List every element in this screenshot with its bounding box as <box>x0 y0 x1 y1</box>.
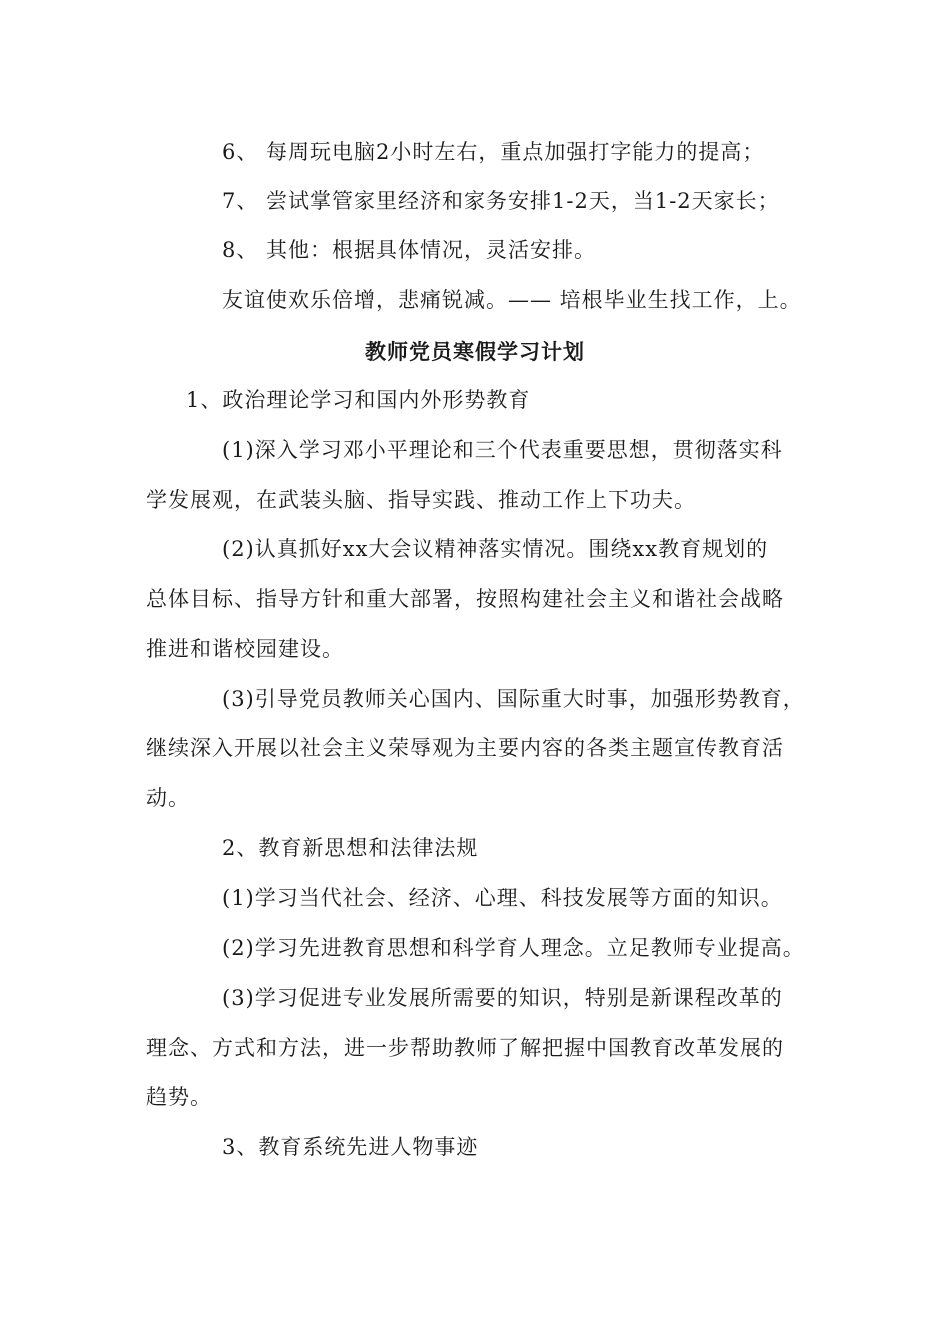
document-title: 教师党员寒假学习计划 <box>365 339 585 364</box>
section-1-item-2-line-2: 总体目标、指导方针和重大部署，按照构建社会主义和谐社会战略 <box>146 587 784 611</box>
section-1-item-1-line-2: 学发展观，在武装头脑、指导实践、推动工作上下功夫。 <box>146 488 696 512</box>
quote-line: 友谊使欢乐倍增，悲痛锐减。—— 培根毕业生找工作，上。 <box>222 288 802 312</box>
section-2-item-3-line-2: 理念、方式和方法，进一步帮助教师了解把握中国教育改革发展的 <box>146 1036 784 1060</box>
section-1-item-2-line-1: (2)认真抓好xx大会议精神落实情况。围绕xx教育规划的 <box>222 537 769 561</box>
section-1-item-3-line-1: (3)引导党员教师关心国内、国际重大时事，加强形势教育， <box>222 687 805 711</box>
section-1-item-1-line-1: (1)深入学习邓小平理论和三个代表重要思想，贯彻落实科 <box>222 438 783 462</box>
section-1-item-3-line-2: 继续深入开展以社会主义荣辱观为主要内容的各类主题宣传教育活 <box>146 736 784 760</box>
section-1-item-3-line-3: 动。 <box>146 786 190 810</box>
list-item-6: 6、 每周玩电脑2小时左右，重点加强打字能力的提高； <box>222 140 765 164</box>
section-2-item-3-line-1: (3)学习促进专业发展所需要的知识，特别是新课程改革的 <box>222 986 783 1010</box>
list-item-8: 8、 其他：根据具体情况，灵活安排。 <box>222 238 597 262</box>
section-2-item-1: (1)学习当代社会、经济、心理、科技发展等方面的知识。 <box>222 886 783 910</box>
section-1-heading: 1、政治理论学习和国内外形势教育 <box>186 388 531 412</box>
section-1-item-2-line-3: 推进和谐校园建设。 <box>146 637 344 661</box>
section-2-item-2: (2)学习先进教育思想和科学育人理念。立足教师专业提高。 <box>222 936 805 960</box>
section-2-item-3-line-3: 趋势。 <box>146 1085 212 1109</box>
list-item-7: 7、 尝试掌管家里经济和家务安排1-2天，当1-2天家长； <box>222 189 780 213</box>
section-3-heading: 3、教育系统先进人物事迹 <box>222 1135 479 1159</box>
section-2-heading: 2、教育新思想和法律法规 <box>222 836 479 860</box>
